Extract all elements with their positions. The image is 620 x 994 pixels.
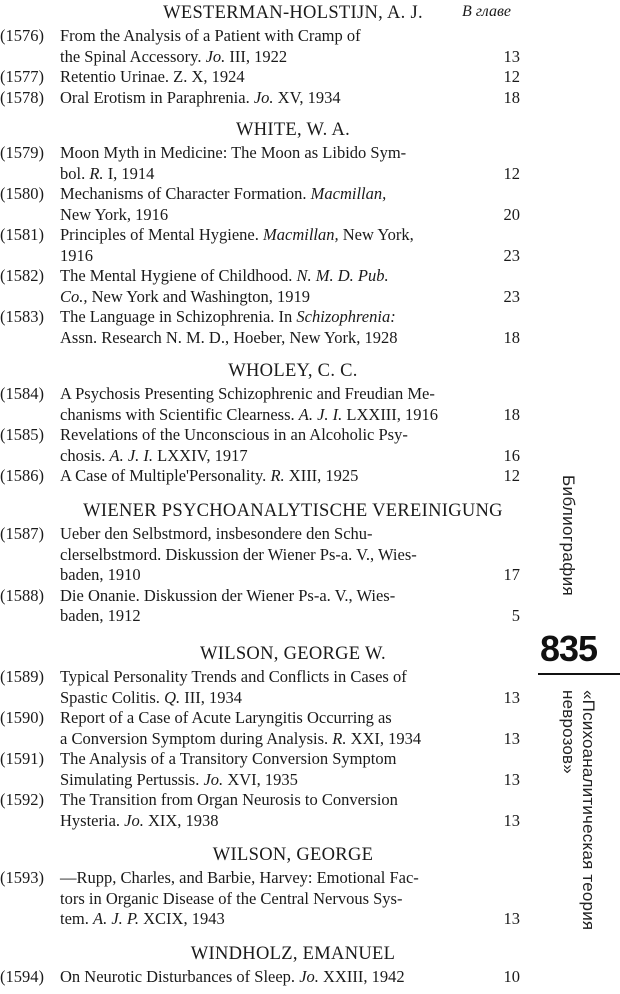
entry-number: (1582) xyxy=(0,266,44,285)
entry-citation xyxy=(60,586,445,627)
entry-citation xyxy=(60,425,445,466)
entry-number: (1583) xyxy=(0,307,44,326)
entry-citation xyxy=(60,26,445,67)
bibliography-section xyxy=(0,498,530,627)
entry-citation xyxy=(60,667,445,708)
citation-line: Typical Personality Trends and Conflicts in Cases of xyxy=(60,667,407,686)
bibliography-entry xyxy=(0,307,530,348)
entry-number: (1580) xyxy=(0,184,44,203)
citation-line: Hysteria. Jo. XIX, 1938 xyxy=(60,810,219,830)
author-heading: WIENER PSYCHOANALYTISCHE VEREINIGUNG xyxy=(83,501,503,521)
chapter-reference: 13 xyxy=(503,46,520,66)
entry-citation xyxy=(60,184,445,225)
entry-number: (1589) xyxy=(0,667,44,686)
running-head-book-title: «Психоаналитическая теория неврозов» xyxy=(559,690,598,931)
citation-line: Co., New York and Washington, 1919 xyxy=(60,286,311,306)
bibliography-entry xyxy=(0,749,530,790)
bibliography-entry xyxy=(0,708,530,749)
page-number: 835 xyxy=(540,628,598,669)
citation-line: bol. R. I, 1914 xyxy=(60,163,155,183)
author-heading: WILSON, GEORGE W. xyxy=(200,644,386,664)
citation-line: the Spinal Accessory. Jo. III, 1922 xyxy=(60,46,288,66)
entry-number: (1592) xyxy=(0,790,44,809)
entry-citation xyxy=(60,749,445,790)
chapter-reference: 23 xyxy=(503,286,520,306)
chapter-reference: 13 xyxy=(503,687,520,707)
entry-number: (1578) xyxy=(0,87,44,107)
chapter-reference: 13 xyxy=(503,769,520,789)
chapter-reference: 17 xyxy=(503,565,520,584)
entry-number: (1576) xyxy=(0,26,44,45)
entry-citation xyxy=(60,868,445,930)
bibliography-entry xyxy=(0,266,530,307)
citation-line: From the Analysis of a Patient with Cramp of xyxy=(60,26,361,45)
citation-line: clerselbstmord. Diskussion der Wiener Ps-a. V., Wies- xyxy=(60,544,417,564)
citation-line: Ueber den Selbstmord, insbesondere den Schu- xyxy=(60,524,373,543)
entry-number: (1587) xyxy=(0,524,44,543)
bibliography-entry xyxy=(0,524,530,586)
entry-citation xyxy=(60,88,445,109)
chapter-reference: 18 xyxy=(503,404,520,424)
entry-number: (1586) xyxy=(0,466,44,485)
bibliography-entry xyxy=(0,667,530,708)
entry-number: (1593) xyxy=(0,868,44,887)
citation-line: Die Onanie. Diskussion der Wiener Ps-a. V., Wies- xyxy=(60,585,396,605)
chapter-reference: 13 xyxy=(503,810,520,830)
bibliography-entry xyxy=(0,225,530,266)
bibliography-section xyxy=(0,0,530,108)
page-number-rule xyxy=(538,673,620,675)
chapter-reference: 12 xyxy=(503,67,520,86)
bibliography-entry xyxy=(0,67,530,88)
entry-number: (1590) xyxy=(0,708,44,727)
chapter-reference: 5 xyxy=(511,606,520,625)
citation-line: Simulating Pertussis. Jo. XVI, 1935 xyxy=(60,769,298,789)
citation-line: The Analysis of a Transitory Conversion Symptom xyxy=(60,749,397,768)
bibliography-entry xyxy=(0,586,530,627)
entry-number: (1585) xyxy=(0,425,44,444)
entry-number: (1577) xyxy=(0,67,44,86)
citation-line: A Case of Multiple'Personality. R. XIII, 1925 xyxy=(60,466,359,485)
author-heading: WHITE, W. A. xyxy=(235,120,351,140)
chapter-reference: 10 xyxy=(503,967,520,986)
citation-line: Principles of Mental Hygiene. Macmillan, New York, xyxy=(60,225,414,244)
entry-citation xyxy=(60,307,445,348)
citation-line: —Rupp, Charles, and Barbie, Harvey: Emotional Fac- xyxy=(60,868,419,887)
chapter-reference: 23 xyxy=(503,245,520,265)
column-header-chapter: В главе xyxy=(462,3,512,20)
citation-line: Retentio Urinae. Z. X, 1924 xyxy=(60,67,245,86)
bibliography-entry xyxy=(0,26,530,67)
author-heading: WINDHOLZ, EMANUEL xyxy=(190,944,396,964)
entry-citation xyxy=(60,708,445,749)
author-heading: WHOLEY, C. C. xyxy=(228,361,358,381)
entry-citation xyxy=(60,967,445,988)
chapter-reference: 12 xyxy=(503,163,520,183)
chapter-reference: 13 xyxy=(503,909,520,928)
bibliography-entry xyxy=(0,790,530,831)
citation-line: Oral Erotism in Paraphrenia. Jo. XV, 1934 xyxy=(60,87,341,107)
entry-number: (1579) xyxy=(0,143,44,162)
entry-citation xyxy=(60,266,445,307)
bibliography-entry xyxy=(0,184,530,225)
entry-number: (1594) xyxy=(0,967,44,986)
citation-line: baden, 1910 xyxy=(60,565,141,584)
bibliography-section xyxy=(0,641,530,831)
chapter-reference: 13 xyxy=(503,728,520,748)
citation-line: Mechanisms of Character Formation. Macmillan, xyxy=(60,184,387,203)
entry-number: (1584) xyxy=(0,384,44,403)
chapter-reference: 16 xyxy=(503,445,520,465)
entry-number: (1581) xyxy=(0,225,44,244)
citation-line: chanisms with Scientific Clearness. A. J. I. LXXIII, 1916 xyxy=(60,404,439,424)
citation-line: tem. A. J. P. XCIX, 1943 xyxy=(60,909,225,928)
citation-line: Report of a Case of Acute Laryngitis Occurring as xyxy=(60,708,392,727)
entry-citation xyxy=(60,143,445,184)
citation-line: The Mental Hygiene of Childhood. N. M. D. Pub. xyxy=(60,266,389,285)
bibliography-section xyxy=(0,358,530,487)
citation-line: The Transition from Organ Neurosis to Conversion xyxy=(60,790,398,809)
running-head-section: Библиография xyxy=(559,475,578,597)
bibliography-entry xyxy=(0,143,530,184)
citation-line: 1916 xyxy=(60,245,93,265)
citation-line: On Neurotic Disturbances of Sleep. Jo. XXIII, 1942 xyxy=(60,967,405,986)
citation-line: Assn. Research N. M. D., Hoeber, New York, 1928 xyxy=(60,327,398,347)
citation-line: Moon Myth in Medicine: The Moon as Libido Sym- xyxy=(60,143,407,162)
citation-line: The Language in Schizophrenia. In Schizophrenia: xyxy=(60,307,396,326)
entry-number: (1588) xyxy=(0,585,44,605)
bibliography-entry xyxy=(0,88,530,109)
entry-citation xyxy=(60,67,445,88)
entry-citation xyxy=(60,466,445,487)
author-heading: WILSON, GEORGE xyxy=(212,845,374,865)
bibliography-entry xyxy=(0,868,530,930)
entry-citation xyxy=(60,524,445,586)
citation-line: A Psychosis Presenting Schizophrenic and Freudian Me- xyxy=(60,384,435,403)
citation-line: New York, 1916 xyxy=(60,204,169,224)
bibliography-entry xyxy=(0,967,530,988)
citation-line: Spastic Colitis. Q. III, 1934 xyxy=(60,687,242,707)
bibliography-section xyxy=(0,842,530,930)
bibliography-entry xyxy=(0,425,530,466)
citation-line: baden, 1912 xyxy=(60,606,141,625)
citation-line: Revelations of the Unconscious in an Alcoholic Psy- xyxy=(60,425,408,444)
bibliography-section xyxy=(0,941,530,988)
chapter-reference: 12 xyxy=(503,466,520,485)
citation-line: a Conversion Symptom during Analysis. R. XXI, 1934 xyxy=(60,728,422,748)
entry-number: (1591) xyxy=(0,749,44,768)
citation-line: chosis. A. J. I. LXXIV, 1917 xyxy=(60,445,248,465)
bibliography-entry xyxy=(0,466,530,487)
citation-line: tors in Organic Disease of the Central Nervous Sys- xyxy=(60,888,403,908)
bibliography-entry xyxy=(0,384,530,425)
entry-citation xyxy=(60,790,445,831)
entry-citation xyxy=(60,384,445,425)
chapter-reference: 20 xyxy=(503,204,520,224)
chapter-reference: 18 xyxy=(503,327,520,347)
bibliography-section xyxy=(0,117,530,348)
chapter-reference: 18 xyxy=(503,87,520,107)
entry-citation xyxy=(60,225,445,266)
author-heading: WESTERMAN-HOLSTIJN, A. J. xyxy=(163,3,423,23)
